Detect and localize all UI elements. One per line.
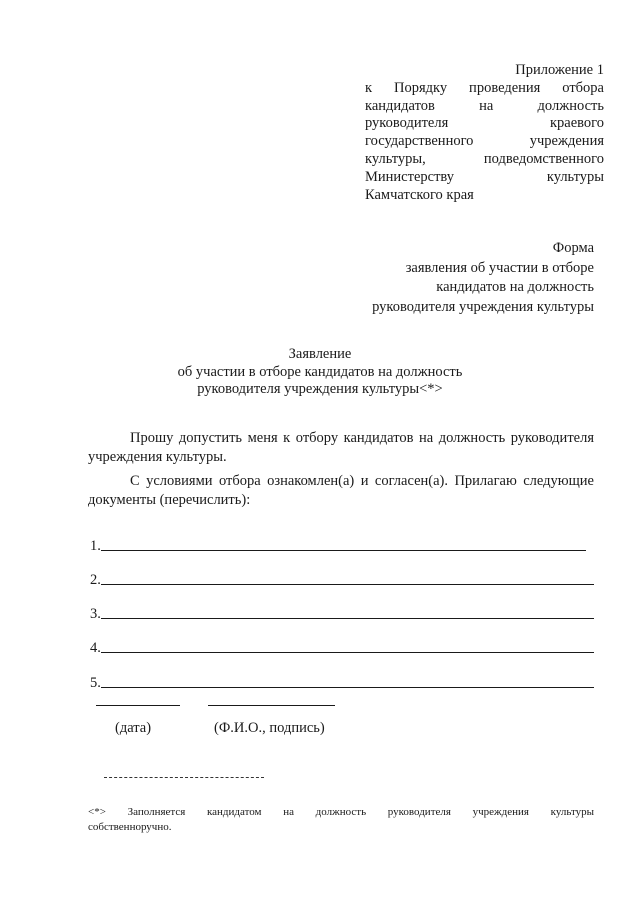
documents-list <box>90 0 594 905</box>
form-caption-line: кандидатов на должность <box>436 279 594 295</box>
document-blank[interactable] <box>101 617 594 619</box>
document-blank[interactable] <box>101 686 594 688</box>
document-number: 2. <box>90 572 101 588</box>
heading-line: об участии в отборе кандидатов на должность <box>177 363 463 380</box>
document-line[interactable] <box>90 569 594 589</box>
appendix-line: к Порядку проведения отбора <box>365 79 604 96</box>
date-label: (дата) <box>115 720 152 736</box>
document-blank[interactable] <box>101 549 586 551</box>
document-number: 3. <box>90 606 101 622</box>
document-line[interactable] <box>90 603 594 623</box>
appendix-line: руководителя краевого <box>365 115 604 132</box>
date-blank[interactable] <box>96 705 180 706</box>
appendix-title: Приложение 1 <box>515 62 604 78</box>
form-caption-line: Форма <box>552 240 594 256</box>
form-caption-line: руководителя учреждения культуры <box>372 298 594 315</box>
appendix-line: государственного учреждения <box>365 133 604 150</box>
footnote-separator <box>104 777 264 778</box>
name-signature-blank[interactable] <box>208 705 335 706</box>
request-text: Прошу допустить меня к отбору кандидатов на должность руководителя учреждения культуры. <box>88 430 594 465</box>
footnote-text: <*> Заполняется кандидатом на должность руководителя учреждения культуры собственноручно. <box>88 806 594 833</box>
document-number: 4. <box>90 640 101 656</box>
heading-line: руководителя учреждения культуры<*> <box>197 381 443 397</box>
footnote <box>88 805 594 835</box>
document-blank[interactable] <box>101 583 594 585</box>
document-line[interactable] <box>90 637 594 657</box>
conditions-text: С условиями отбора ознакомлен(а) и согласен(а). Прилагаю следующие документы (перечислить): <box>88 473 594 508</box>
form-caption-line: заявления об участии в отборе <box>405 259 594 276</box>
document-line[interactable] <box>90 672 594 692</box>
appendix-line: Министерству культуры <box>365 168 604 185</box>
appendix-line: культуры, подведомственного <box>365 150 604 167</box>
document-line[interactable] <box>90 535 586 555</box>
appendix-line: Камчатского края <box>365 186 474 203</box>
appendix-line: кандидатов на должность <box>365 97 604 114</box>
document-number: 1. <box>90 538 101 554</box>
heading-line: Заявление <box>288 346 352 362</box>
document-blank[interactable] <box>101 651 594 653</box>
name-signature-label: (Ф.И.О., подпись) <box>214 720 325 736</box>
document-number: 5. <box>90 675 101 691</box>
